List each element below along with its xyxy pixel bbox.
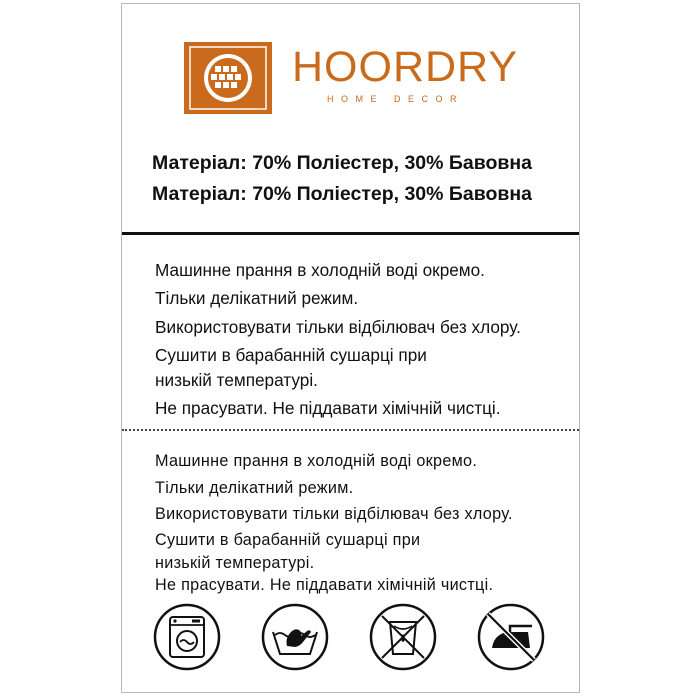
care-line: Тільки делікатний режим. [155,479,354,497]
care-line: Не прасувати. Не піддавати хімічній чистці. [155,398,501,418]
care-line: Тільки делікатний режим. [155,288,359,308]
care-line: Машинне прання в холодній воді окремо. [155,260,485,280]
care-line: Сушити в барабанній сушарці при [155,345,427,365]
brand-tagline: HOME DECOR [327,94,465,104]
care-line: Використовувати тільки відбілювач без хлору. [155,505,513,523]
no-iron-icon [476,602,546,672]
material-line: Матеріал: 70% Поліестер, 30% Бавовна [152,183,533,205]
brand-logo-icon [184,42,272,114]
brand-name: HOORDRY [292,43,519,91]
care-symbols [152,602,552,677]
no-bleach-icon [368,602,438,672]
material-line: Матеріал: 70% Поліестер, 30% Бавовна [152,152,533,174]
washing-machine-icon [152,602,222,672]
care-label [121,3,580,693]
dotted-divider [122,429,579,431]
care-line: Машинне прання в холодній воді окремо. [155,452,478,470]
care-line: низькій температурі. [155,370,318,390]
care-line: низькій температурі. [155,554,315,572]
care-line: Не прасувати. Не піддавати хімічній чистці. [155,576,494,594]
care-line: Сушити в барабанній сушарці при [155,531,421,549]
care-line: Використовувати тільки відбілювач без хлору. [155,317,521,337]
divider [122,232,579,235]
hand-wash-icon [260,602,330,672]
